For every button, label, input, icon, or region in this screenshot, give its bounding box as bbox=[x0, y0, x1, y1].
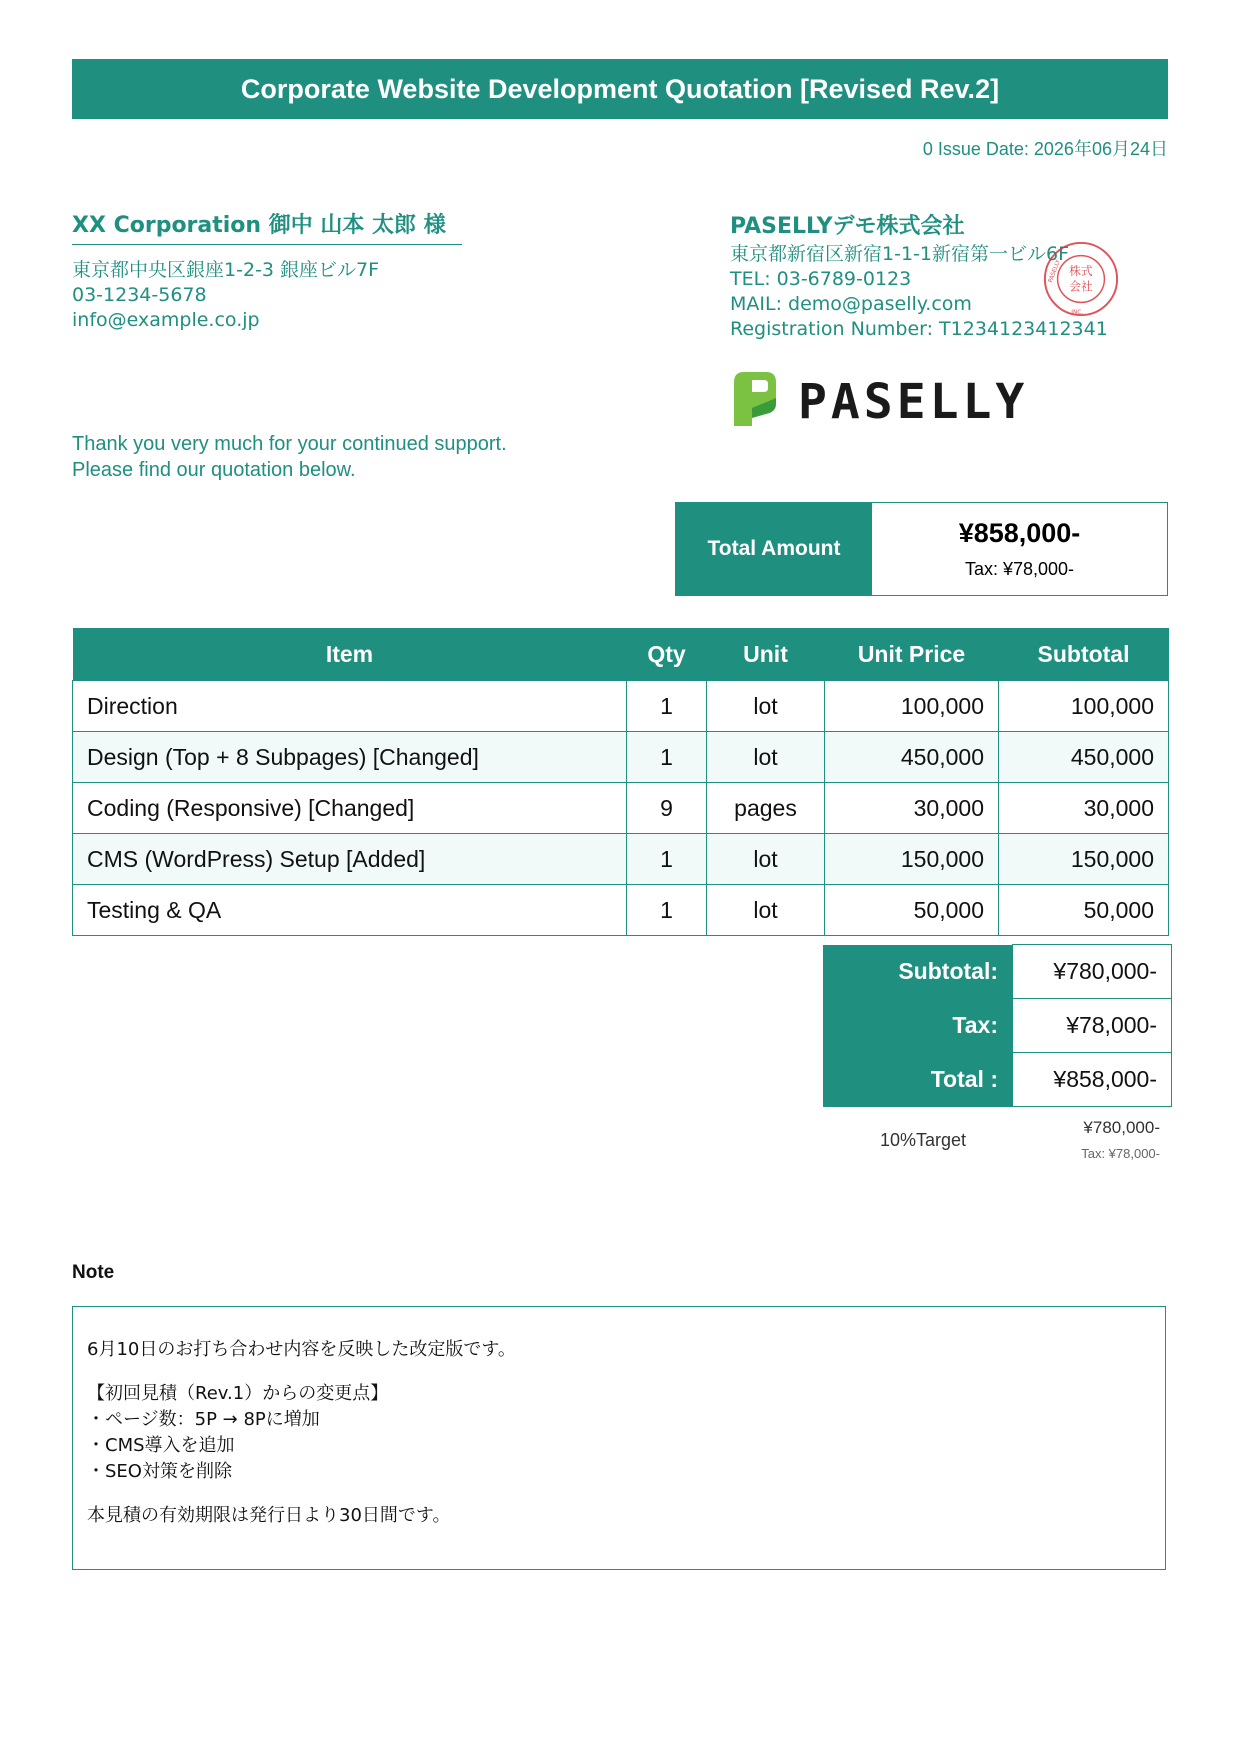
tax-breakdown-label: 10%Target bbox=[880, 1130, 967, 1150]
row-qty: 1 bbox=[627, 885, 707, 936]
row-unit: lot bbox=[707, 885, 825, 936]
note-line: ・SEO対策を削除 bbox=[87, 1461, 232, 1482]
client-address: 東京都中央区銀座1-2-3 銀座ビル7F bbox=[72, 259, 380, 281]
table-row bbox=[73, 834, 1169, 885]
table-row bbox=[73, 783, 1169, 834]
row-unit-price: 450,000 bbox=[825, 732, 999, 783]
total-amount-box bbox=[675, 502, 1168, 596]
table-row bbox=[73, 681, 1169, 732]
greeting-line-2: Please find our quotation below. bbox=[72, 459, 356, 481]
tax-label: Tax: bbox=[823, 999, 1013, 1053]
row-subtotal: 150,000 bbox=[999, 834, 1169, 885]
totals-table bbox=[823, 944, 1172, 1107]
grand-total-label: Total : bbox=[823, 1053, 1013, 1107]
client-name: XX Corporation 御中 山本 太郎 様 bbox=[72, 212, 462, 245]
paselly-logo bbox=[730, 368, 1060, 430]
row-subtotal: 450,000 bbox=[999, 732, 1169, 783]
row-subtotal: 50,000 bbox=[999, 885, 1169, 936]
client-phone: 03-1234-5678 bbox=[72, 284, 207, 306]
note-box bbox=[72, 1306, 1166, 1570]
row-unit-price: 50,000 bbox=[825, 885, 999, 936]
issue-date: 0 Issue Date: 2026年06月24日 bbox=[922, 139, 1168, 159]
row-unit: lot bbox=[707, 834, 825, 885]
table-row bbox=[73, 885, 1169, 936]
row-qty: 9 bbox=[627, 783, 707, 834]
seller-email: MAIL: demo@paselly.com bbox=[730, 293, 972, 315]
header-unit: Unit bbox=[707, 628, 825, 681]
svg-text:会社: 会社 bbox=[1069, 279, 1093, 294]
row-subtotal: 30,000 bbox=[999, 783, 1169, 834]
seller-address: 東京都新宿区新宿1-1-1新宿第一ビル6F bbox=[730, 243, 1069, 265]
note-title: Note bbox=[72, 1262, 115, 1283]
seller-registration: Registration Number: T1234123412341 bbox=[730, 318, 1108, 340]
svg-text:INC.: INC. bbox=[1071, 310, 1084, 317]
row-unit-price: 100,000 bbox=[825, 681, 999, 732]
subtotal-value: ¥780,000- bbox=[1013, 945, 1172, 999]
total-amount-value-cell bbox=[872, 503, 1167, 595]
header-qty: Qty bbox=[627, 628, 707, 681]
row-item: Testing & QA bbox=[73, 885, 627, 936]
row-unit: lot bbox=[707, 732, 825, 783]
svg-text:株式: 株式 bbox=[1069, 264, 1093, 279]
row-subtotal: 100,000 bbox=[999, 681, 1169, 732]
table-row bbox=[73, 732, 1169, 783]
client-email: info@example.co.jp bbox=[72, 309, 260, 331]
note-line: ・ページ数：5P → 8Pに増加 bbox=[87, 1409, 320, 1430]
header-unit-price: Unit Price bbox=[825, 628, 999, 681]
tax-row bbox=[823, 999, 1172, 1053]
note-line: 6月10日のお打ち合わせ内容を反映した改定版です。 bbox=[87, 1339, 516, 1360]
grand-total-value: ¥858,000- bbox=[1013, 1053, 1172, 1107]
row-qty: 1 bbox=[627, 834, 707, 885]
tax-value: ¥78,000- bbox=[1013, 999, 1172, 1053]
company-seal-stamp bbox=[1042, 240, 1120, 318]
row-item: CMS (WordPress) Setup [Added] bbox=[73, 834, 627, 885]
subtotal-row bbox=[823, 945, 1172, 999]
grand-total-row bbox=[823, 1053, 1172, 1107]
total-amount: ¥858,000- bbox=[958, 518, 1081, 548]
tax-breakdown-base: ¥780,000- bbox=[1083, 1118, 1160, 1137]
items-table bbox=[72, 628, 1169, 936]
note-line: ・CMS導入を追加 bbox=[87, 1435, 235, 1456]
row-unit-price: 30,000 bbox=[825, 783, 999, 834]
svg-text:PASELLY: PASELLY bbox=[798, 374, 1029, 430]
note-line: 【初回見積（Rev.1）からの変更点】 bbox=[87, 1383, 389, 1404]
row-item: Direction bbox=[73, 681, 627, 732]
row-item: Design (Top + 8 Subpages) [Changed] bbox=[73, 732, 627, 783]
document-title: Corporate Website Development Quotation [Revised Rev.2] bbox=[72, 59, 1168, 119]
seller-name: PASELLYデモ株式会社 bbox=[730, 214, 965, 239]
row-item: Coding (Responsive) [Changed] bbox=[73, 783, 627, 834]
row-unit: lot bbox=[707, 681, 825, 732]
row-unit: pages bbox=[707, 783, 825, 834]
note-line: 本見積の有効期限は発行日より30日間です。 bbox=[87, 1505, 451, 1526]
subtotal-label: Subtotal: bbox=[823, 945, 1013, 999]
greeting bbox=[72, 431, 507, 483]
table-header-row bbox=[73, 628, 1169, 681]
header-subtotal: Subtotal bbox=[999, 628, 1169, 681]
tax-breakdown-tax: Tax: ¥78,000- bbox=[1081, 1146, 1160, 1161]
seller-phone: TEL: 03-6789-0123 bbox=[730, 268, 912, 290]
row-unit-price: 150,000 bbox=[825, 834, 999, 885]
total-amount-label: Total Amount bbox=[676, 503, 872, 595]
row-qty: 1 bbox=[627, 732, 707, 783]
greeting-line-1: Thank you very much for your continued support. bbox=[72, 433, 507, 455]
client-block bbox=[72, 212, 462, 333]
total-tax: Tax: ¥78,000- bbox=[964, 559, 1075, 579]
svg-text:PASELLY: PASELLY bbox=[1047, 259, 1062, 284]
row-qty: 1 bbox=[627, 681, 707, 732]
header-item: Item bbox=[73, 628, 627, 681]
